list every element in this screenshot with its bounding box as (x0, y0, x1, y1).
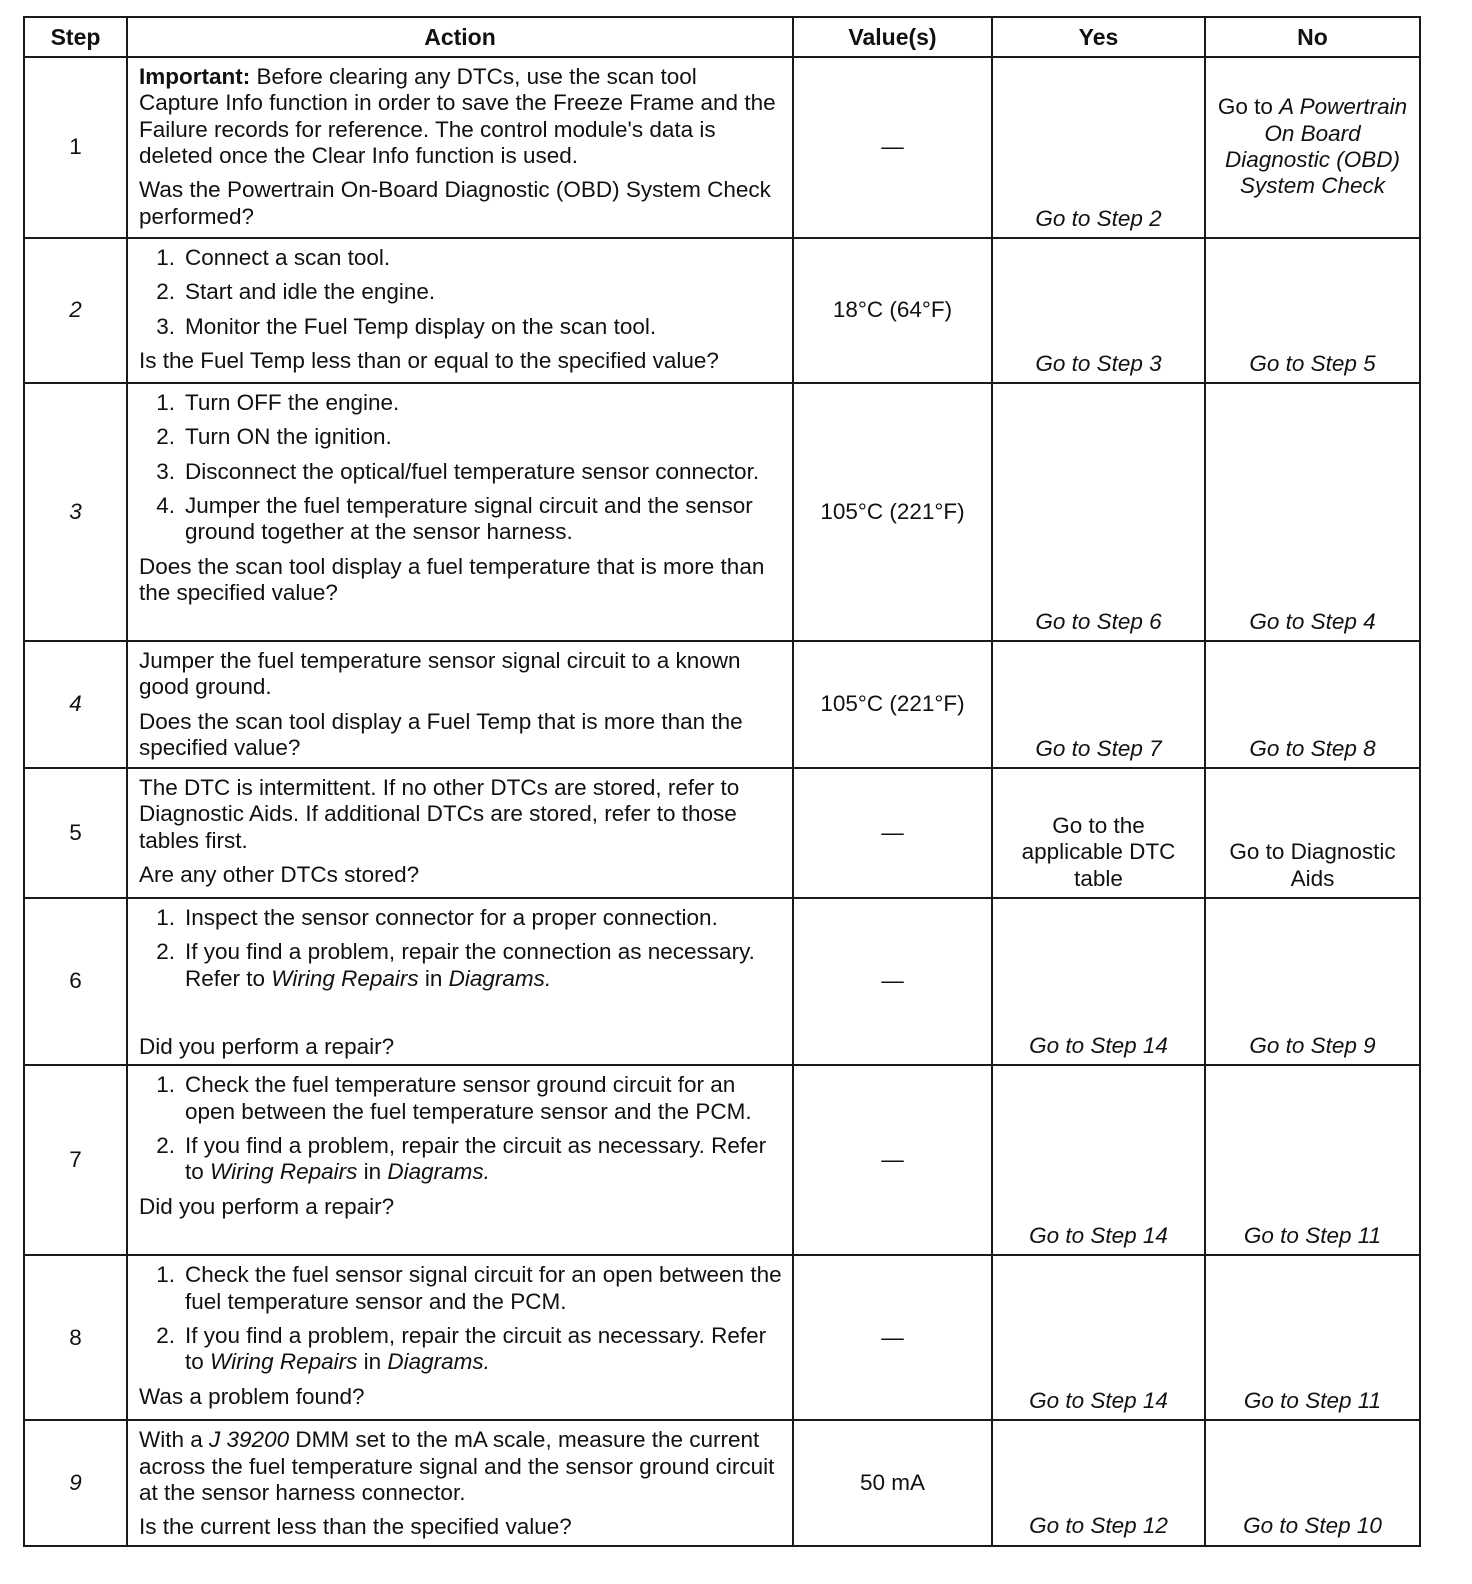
action-question: Was a problem found? (139, 1383, 365, 1409)
no-cell (1205, 57, 1420, 238)
step-number: 6 (24, 898, 127, 1065)
step-number: 7 (24, 1065, 127, 1255)
action-text: Jumper the fuel temperature sensor signal circuit to a known good ground. (139, 648, 741, 700)
table-row (24, 641, 1420, 768)
no-cell: Go to Step 10 (1205, 1420, 1420, 1545)
yes-cell: Go to Step 14 (992, 1065, 1205, 1255)
wiring-repairs-ref: Wiring Repairs (271, 965, 419, 991)
list-item: 2. If you find a problem, repair the circuit as necessary. Refer to Wiring Repairs in Diagrams. (156, 1132, 767, 1185)
table-row (24, 1255, 1420, 1420)
important-note (139, 64, 782, 169)
table-row (24, 383, 1420, 641)
header-action: Action (127, 17, 793, 57)
list-item: 3. Disconnect the optical/fuel temperature sensor connector. (156, 458, 760, 484)
list-item: 1. Turn OFF the engine. (156, 390, 400, 415)
yes-cell: Go to Step 14 (992, 1255, 1205, 1420)
action-question: Was the Powertrain On-Board Diagnostic (OBD) System Check performed? (139, 177, 771, 229)
action-question: Did you perform a repair? (139, 1193, 395, 1219)
list-item: 1. Check the fuel temperature sensor ground circuit for an open between the fuel temperature sensor and the PCM. (156, 1072, 752, 1124)
no-cell: Go to Step 5 (1205, 238, 1420, 383)
action-cell (127, 768, 793, 898)
step-number: 4 (24, 641, 127, 768)
no-cell: Go to Step 8 (1205, 641, 1420, 768)
value-cell: 105°C (221°F) (793, 641, 992, 768)
action-list (139, 1072, 782, 1185)
yes-cell: Go to the applicable DTC table (992, 768, 1205, 898)
yes-cell: Go to Step 3 (992, 238, 1205, 383)
important-text: Before clearing any DTCs, use the scan tool Capture Info function in order to save the Freeze Frame and the Failure records for reference. The control module's data is deleted once the Clear Info function is used. (139, 64, 776, 168)
yes-cell: Go to Step 7 (992, 641, 1205, 768)
diagnostic-table (23, 16, 1421, 1547)
action-cell (127, 641, 793, 768)
list-item: 4. Jumper the fuel temperature signal circuit and the sensor ground together at the sensor harness. (156, 492, 753, 545)
value-cell: 105°C (221°F) (793, 383, 992, 641)
header-yes: Yes (992, 17, 1205, 57)
no-cell: Go to Step 11 (1205, 1065, 1420, 1255)
step-number: 3 (24, 383, 127, 641)
action-cell (127, 57, 793, 238)
wiring-repairs-ref: Wiring Repairs (210, 1349, 358, 1375)
no-cell: Go to Step 11 (1205, 1255, 1420, 1420)
action-list (139, 245, 782, 340)
diagrams-ref: Diagrams (387, 1159, 484, 1185)
no-cell: Go to Step 4 (1205, 383, 1420, 641)
no-cell: Go to Step 9 (1205, 898, 1420, 1065)
action-question: Did you perform a repair? (139, 1033, 395, 1059)
table-row (24, 1420, 1420, 1545)
header-row (24, 17, 1420, 57)
step-number: 1 (24, 57, 127, 238)
yes-cell: Go to Step 14 (992, 898, 1205, 1065)
action-question: Is the Fuel Temp less than or equal to the specified value? (139, 347, 719, 373)
action-cell (127, 898, 793, 1065)
value-cell: — (793, 1065, 992, 1255)
list-item: 1. Inspect the sensor connector for a proper connection. (156, 905, 718, 930)
table-row (24, 768, 1420, 898)
list-item: 2. If you find a problem, repair the circuit as necessary. Refer to Wiring Repairs in Diagrams. (156, 1322, 767, 1375)
action-question: Does the scan tool display a Fuel Temp that is more than the specified value? (139, 708, 743, 760)
action-question: Are any other DTCs stored? (139, 861, 420, 887)
action-list (139, 905, 782, 992)
no-prefix: Go to (1217, 94, 1280, 120)
table-row (24, 898, 1420, 1065)
list-item: 3. Monitor the Fuel Temp display on the scan tool. (156, 313, 657, 339)
action-cell (127, 1255, 793, 1420)
action-cell (127, 1065, 793, 1255)
yes-cell: Go to Step 6 (992, 383, 1205, 641)
header-no: No (1205, 17, 1420, 57)
value-cell: — (793, 768, 992, 898)
diagrams-ref: Diagrams (448, 965, 545, 991)
step-number: 9 (24, 1420, 127, 1545)
header-values: Value(s) (793, 17, 992, 57)
step-number: 2 (24, 238, 127, 383)
action-list (139, 1262, 782, 1375)
no-link: A Powertrain On Board Diagnostic (OBD) System Check (1224, 94, 1408, 199)
action-question: Is the current less than the specified value? (139, 1514, 572, 1540)
table-row (24, 238, 1420, 383)
yes-cell: Go to Step 2 (992, 57, 1205, 238)
value-cell: — (793, 57, 992, 238)
diagrams-ref: Diagrams (387, 1349, 484, 1375)
value-cell: 18°C (64°F) (793, 238, 992, 383)
wiring-repairs-ref: Wiring Repairs (210, 1159, 358, 1185)
list-item: 2. Start and idle the engine. (156, 279, 436, 305)
action-cell (127, 383, 793, 641)
list-item: 1. Connect a scan tool. (156, 245, 391, 270)
header-step: Step (24, 17, 127, 57)
list-item: 1. Check the fuel sensor signal circuit for an open between the fuel temperature sensor and the PCM. (156, 1262, 782, 1314)
action-question: Does the scan tool display a fuel temperature that is more than the specified value? (139, 553, 765, 605)
step-number: 8 (24, 1255, 127, 1420)
value-cell: — (793, 898, 992, 1065)
value-cell: — (793, 1255, 992, 1420)
yes-cell: Go to Step 12 (992, 1420, 1205, 1545)
list-item: 2. Turn ON the ignition. (156, 424, 392, 450)
table-row (24, 57, 1420, 238)
table-row (24, 1065, 1420, 1255)
value-cell: 50 mA (793, 1420, 992, 1545)
action-text: With a J 39200 DMM set to the mA scale, measure the current across the fuel temperature signal and the sensor ground circuit at the sensor harness connector. (139, 1427, 775, 1505)
action-list (139, 390, 782, 546)
list-item: 2. If you find a problem, repair the connection as necessary. Refer to Wiring Repairs in Diagrams. (156, 939, 755, 991)
no-cell: Go to Diagnostic Aids (1205, 768, 1420, 898)
step-number: 5 (24, 768, 127, 898)
action-cell (127, 1420, 793, 1545)
tool-name: J 39200 (209, 1427, 290, 1453)
action-text: The DTC is intermittent. If no other DTCs are stored, refer to Diagnostic Aids. If additional DTCs are stored, refer to those tables first. (139, 775, 740, 853)
important-label: Important: (139, 64, 251, 89)
action-cell (127, 238, 793, 383)
